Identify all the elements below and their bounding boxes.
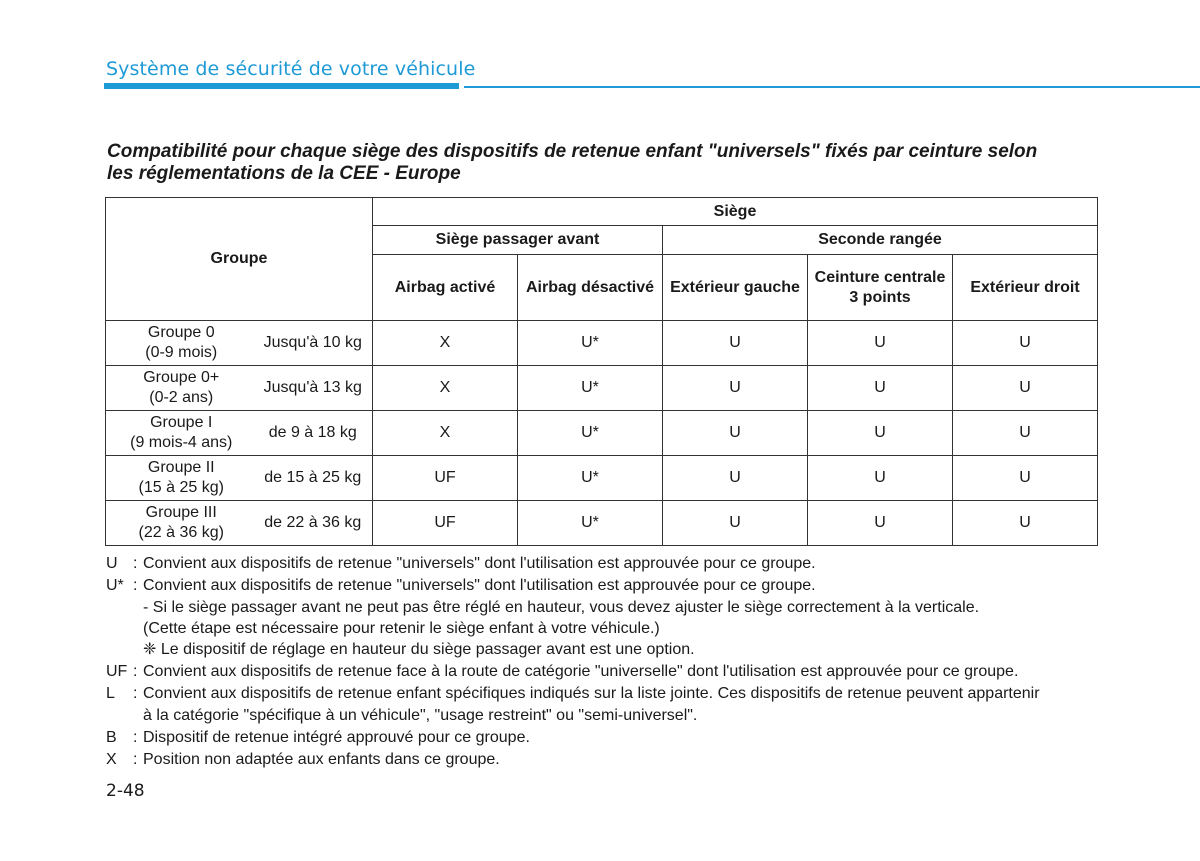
group-name: Groupe III [145, 504, 217, 521]
outer-left-cell: U [663, 411, 808, 456]
legend-item-l [106, 683, 1166, 705]
airbag-on-cell: UF [373, 456, 518, 501]
outer-right-cell: U [953, 501, 1098, 546]
legend-code: X [106, 751, 117, 768]
table-row [106, 366, 1098, 411]
outer-right-cell: U [953, 456, 1098, 501]
seat-header: Siège [373, 198, 1098, 226]
weight-cell: de 22 à 36 kg [257, 501, 373, 546]
legend-code: U* [106, 577, 124, 594]
weight-cell: Jusqu'à 10 kg [257, 321, 373, 366]
group-range: (0-2 ans) [149, 389, 214, 406]
legend-item-b [106, 727, 1166, 749]
center-belt-header-line-1: Ceinture centrale [814, 268, 946, 286]
airbag-on-cell: X [373, 411, 518, 456]
legend-text: Position non adaptée aux enfants dans ce groupe. [143, 751, 500, 768]
airbag-on-cell: X [373, 366, 518, 411]
group-cell [106, 501, 257, 546]
header-rule-thick [104, 83, 459, 89]
legend-note-option: ❈ Le dispositif de réglage en hauteur du siège passager avant est une option. [143, 641, 695, 658]
legend-note-necessity: (Cette étape est nécessaire pour retenir le siège enfant à votre véhicule.) [143, 620, 660, 637]
legend [106, 553, 1166, 771]
legend-code: UF [106, 663, 128, 680]
table-row [106, 501, 1098, 546]
legend-code: L [106, 685, 115, 702]
airbag-off-cell: U* [518, 411, 663, 456]
airbag-off-cell: U* [518, 321, 663, 366]
weight-cell: de 9 à 18 kg [257, 411, 373, 456]
legend-separator: : [133, 685, 138, 702]
legend-text-continued: à la catégorie "spécifique à un véhicule", "usage restreint" ou "semi-universel". [143, 707, 698, 724]
center-belt-cell: U [808, 456, 953, 501]
front-passenger-header: Siège passager avant [373, 226, 663, 255]
section-header-title: Système de sécurité de votre véhicule [106, 58, 476, 80]
second-row-header: Seconde rangée [663, 226, 1098, 255]
airbag-on-header: Airbag activé [373, 255, 518, 321]
outer-right-cell: U [953, 321, 1098, 366]
airbag-off-cell: U* [518, 501, 663, 546]
legend-separator: : [133, 663, 138, 680]
legend-item-x [106, 749, 1166, 771]
outer-right-cell: U [953, 366, 1098, 411]
legend-separator: : [133, 577, 138, 594]
center-belt-cell: U [808, 411, 953, 456]
outer-right-header: Extérieur droit [953, 255, 1098, 321]
group-cell [106, 456, 257, 501]
section-heading [107, 141, 1107, 185]
group-range: (9 mois-4 ans) [130, 434, 233, 451]
table-row [106, 411, 1098, 456]
outer-left-header: Extérieur gauche [663, 255, 808, 321]
group-cell [106, 321, 257, 366]
outer-right-cell: U [953, 411, 1098, 456]
group-name: Groupe 0 [147, 324, 215, 341]
outer-left-cell: U [663, 456, 808, 501]
airbag-off-cell: U* [518, 456, 663, 501]
center-belt-header-line-2: 3 points [849, 288, 911, 306]
group-cell [106, 411, 257, 456]
airbag-off-header: Airbag désactivé [518, 255, 663, 321]
center-belt-cell: U [808, 321, 953, 366]
compatibility-table [105, 197, 1098, 546]
legend-item-uf [106, 661, 1166, 683]
table-row [106, 456, 1098, 501]
legend-item-ustar [106, 575, 1166, 597]
table-row [106, 321, 1098, 366]
legend-note-height-adjust: - Si le siège passager avant ne peut pas être réglé en hauteur, vous devez ajuster le siège correctement à la verticale. [143, 599, 980, 616]
group-name: Groupe 0+ [143, 369, 220, 386]
legend-text: Dispositif de retenue intégré approuvé pour ce groupe. [143, 729, 530, 746]
group-header: Groupe [106, 198, 373, 321]
legend-text: Convient aux dispositifs de retenue "universels" dont l'utilisation est approuvée pour ce groupe. [143, 555, 816, 572]
outer-left-cell: U [663, 321, 808, 366]
weight-cell: Jusqu'à 13 kg [257, 366, 373, 411]
section-heading-line-2: les réglementations de la CEE - Europe [107, 163, 461, 184]
group-name: Groupe II [147, 459, 215, 476]
outer-left-cell: U [663, 366, 808, 411]
legend-separator: : [133, 751, 138, 768]
legend-code: B [106, 729, 117, 746]
airbag-on-cell: UF [373, 501, 518, 546]
group-range: (0-9 mois) [145, 344, 218, 361]
outer-left-cell: U [663, 501, 808, 546]
airbag-off-cell: U* [518, 366, 663, 411]
group-range: (22 à 36 kg) [138, 524, 224, 541]
weight-cell: de 15 à 25 kg [257, 456, 373, 501]
page-number: 2-48 [106, 781, 145, 801]
legend-separator: : [133, 555, 138, 572]
legend-text: Convient aux dispositifs de retenue enfant spécifiques indiqués sur la liste jointe. Ces dispositifs de retenue peuvent appartenir [143, 685, 1040, 702]
center-belt-header [808, 255, 953, 321]
airbag-on-cell: X [373, 321, 518, 366]
legend-item-u [106, 553, 1166, 575]
group-cell [106, 366, 257, 411]
center-belt-cell: U [808, 366, 953, 411]
group-name: Groupe I [150, 414, 213, 431]
section-heading-line-1: Compatibilité pour chaque siège des dispositifs de retenue enfant "universels" fixés par ceinture selon [107, 141, 1038, 162]
legend-separator: : [133, 729, 138, 746]
group-range: (15 à 25 kg) [138, 479, 224, 496]
header-rule-thin [464, 86, 1200, 88]
legend-text: Convient aux dispositifs de retenue "universels" dont l'utilisation est approuvée pour ce groupe. [143, 577, 816, 594]
legend-code: U [106, 555, 118, 572]
legend-text: Convient aux dispositifs de retenue face à la route de catégorie "universelle" dont l'utilisation est approuvée pour ce groupe. [143, 663, 1019, 680]
center-belt-cell: U [808, 501, 953, 546]
